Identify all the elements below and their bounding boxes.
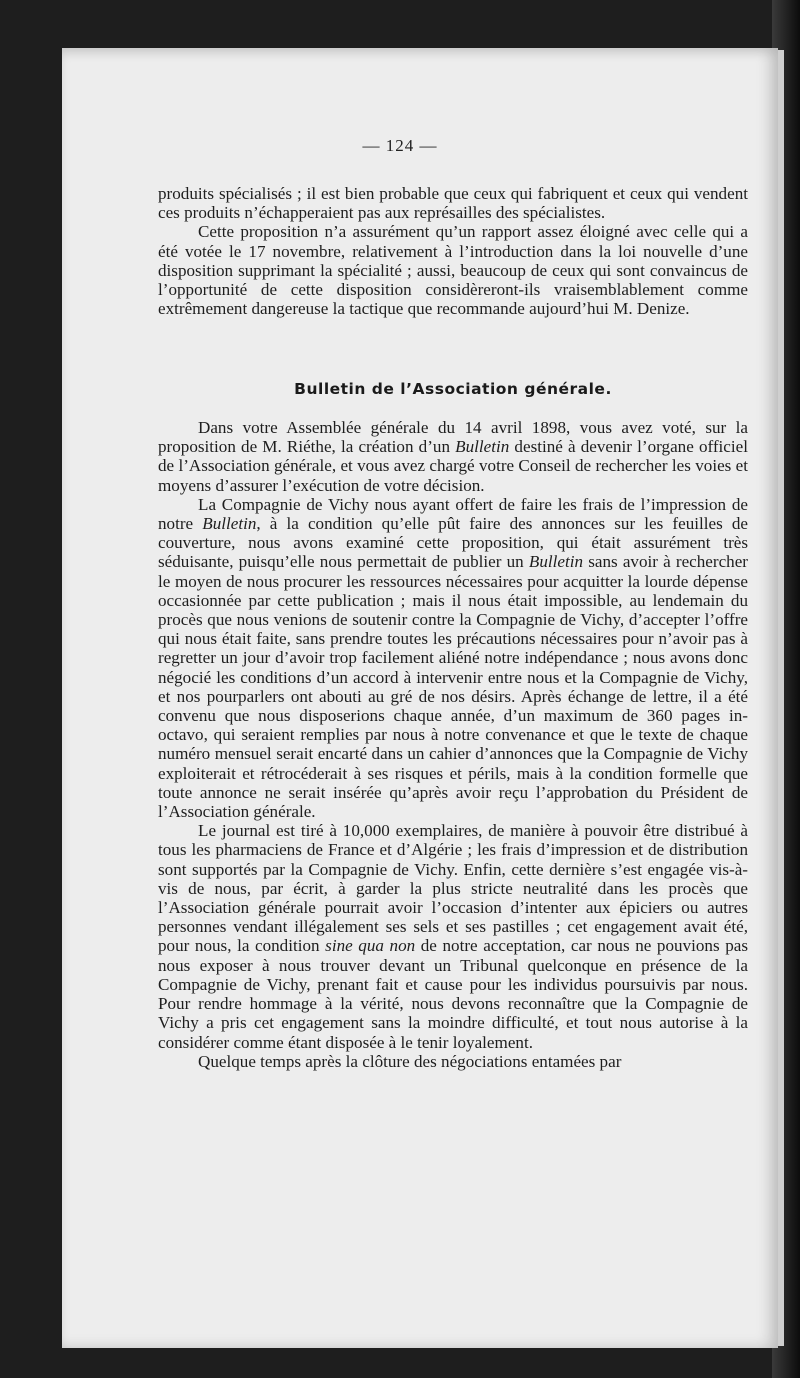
paragraph-quelque-temps: Quelque temps après la clôture des négociations entamées par	[198, 1051, 622, 1071]
paragraph-journal	[158, 821, 748, 1051]
text-run: Le journal est tiré à 10,000 exemplaires, de manière à pouvoir être distribué à tous les pharmaciens de France et d’Algérie ; les frais d’impression et de distribution sont supportés par la Compagnie de Vichy. Enfin, cette dernière s’est engagée vis-à-vis de nous, par écrit, à garder la plus stricte neutralité dans les procès que l’Association générale pourrait avoir l’occasion d’intenter aux épiciers ou autres personnes vendant illégalement ses sels et ses pastilles ; cet engagement avait été, pour nous, la condition	[158, 821, 748, 956]
page-edge	[778, 50, 784, 1346]
text-run: sans avoir à rechercher le moyen de nous procurer les ressources nécessaires pour acquitter la lourde dépense occasionnée par cette publication ; mais il nous était impossible, au lendemain du procès que nous venions de soutenir contre la Compagnie de Vichy, d’accepter l’offre qui nous était faite, sans prendre toutes les précautions nécessaires pour n’avoir pas à regretter un jour d’avoir trop facilement aliéné notre indépendance ; nous avons donc négocié les conditions d’un accord à intervenir entre nous et la Compagnie de Vichy, et nos pourparlers ont abouti au gré de nos désirs. Après échange de lettre, il a été convenu que nous disposerions chaque année, d’un maximum de 360 pages in-octavo, qui seraient remplies par nous à notre convenance et que le texte de chaque numéro mensuel serait encarté dans un cahier d’annonces que la Compagnie de Vichy exploiterait et rétrocéderait à ses risques et périls, mais à la condition formelle que toute annonce ne serait insérée qu’après avoir reçu l’approbation du Président de l’Association générale.	[158, 552, 748, 822]
text-run: de notre acceptation, car nous ne pouvions pas nous exposer à nous trouver devant un Tribunal quelconque en présence de la Compagnie de Vichy, prenant fait et cause pour les individus poursuivis par nous. Pour rendre hommage à la vérité, nous devons reconnaître que la Compagnie de Vichy a pris cet engagement sans la moindre difficulté, et tout nous autorise à la considérer comme étant disposée à le tenir loyalement.	[158, 936, 748, 1052]
paragraph-assemblee	[158, 418, 748, 495]
paragraph-proposition: Cette proposition n’a assurément qu’un rapport assez éloigné avec celle qui a été votée le 17 novembre, relativement à l’introduction dans la loi nouvelle d’une disposition supprimant la spécialité ; aussi, beaucoup de ceux qui sont convaincus de l’opportunité de cette disposition considèreront-ils vraisemblablement comme extrêmement dangereuse la tactique que recommande aujourd’hui M. Denize.	[158, 222, 748, 319]
italic-bulletin: Bulletin	[202, 514, 257, 534]
bulletin-section	[158, 418, 748, 1071]
text-run: Dans votre Assemblée générale du 14 avril 1898, vous avez voté, sur la proposition de M. Riéthe, la création d’un	[158, 418, 748, 457]
paragraph-compagnie	[158, 495, 748, 821]
text-run: La Compagnie de Vichy nous ayant offert de faire les frais de l’impression de notre	[158, 494, 748, 534]
text-run: destiné à devenir l’organe officiel de l’Association générale, et vous avez chargé votre Conseil de rechercher les voies et moyens d’assurer l’exécution de votre décision.	[158, 437, 748, 495]
italic-sine-qua-non: sine qua non	[325, 936, 416, 956]
italic-bulletin: Bulletin	[528, 552, 584, 572]
text-run: , à la condition qu’elle pût faire des annonces sur les feuilles de couverture, nous avons examiné cette proposition, qui était assurément très séduisante, puisqu’elle nous permettait de publier un	[158, 514, 748, 572]
section-heading: Bulletin de l’Association générale.	[294, 380, 612, 398]
page-number: — 124 —	[362, 136, 438, 155]
paragraph-continuation: produits spécialisés ; il est bien probable que ceux qui fabriquent et ceux qui vendent ces produits n’échapperaient pas aux représailles des spécialistes.	[158, 184, 748, 223]
italic-bulletin: Bulletin	[455, 437, 510, 457]
top-section	[158, 184, 748, 318]
